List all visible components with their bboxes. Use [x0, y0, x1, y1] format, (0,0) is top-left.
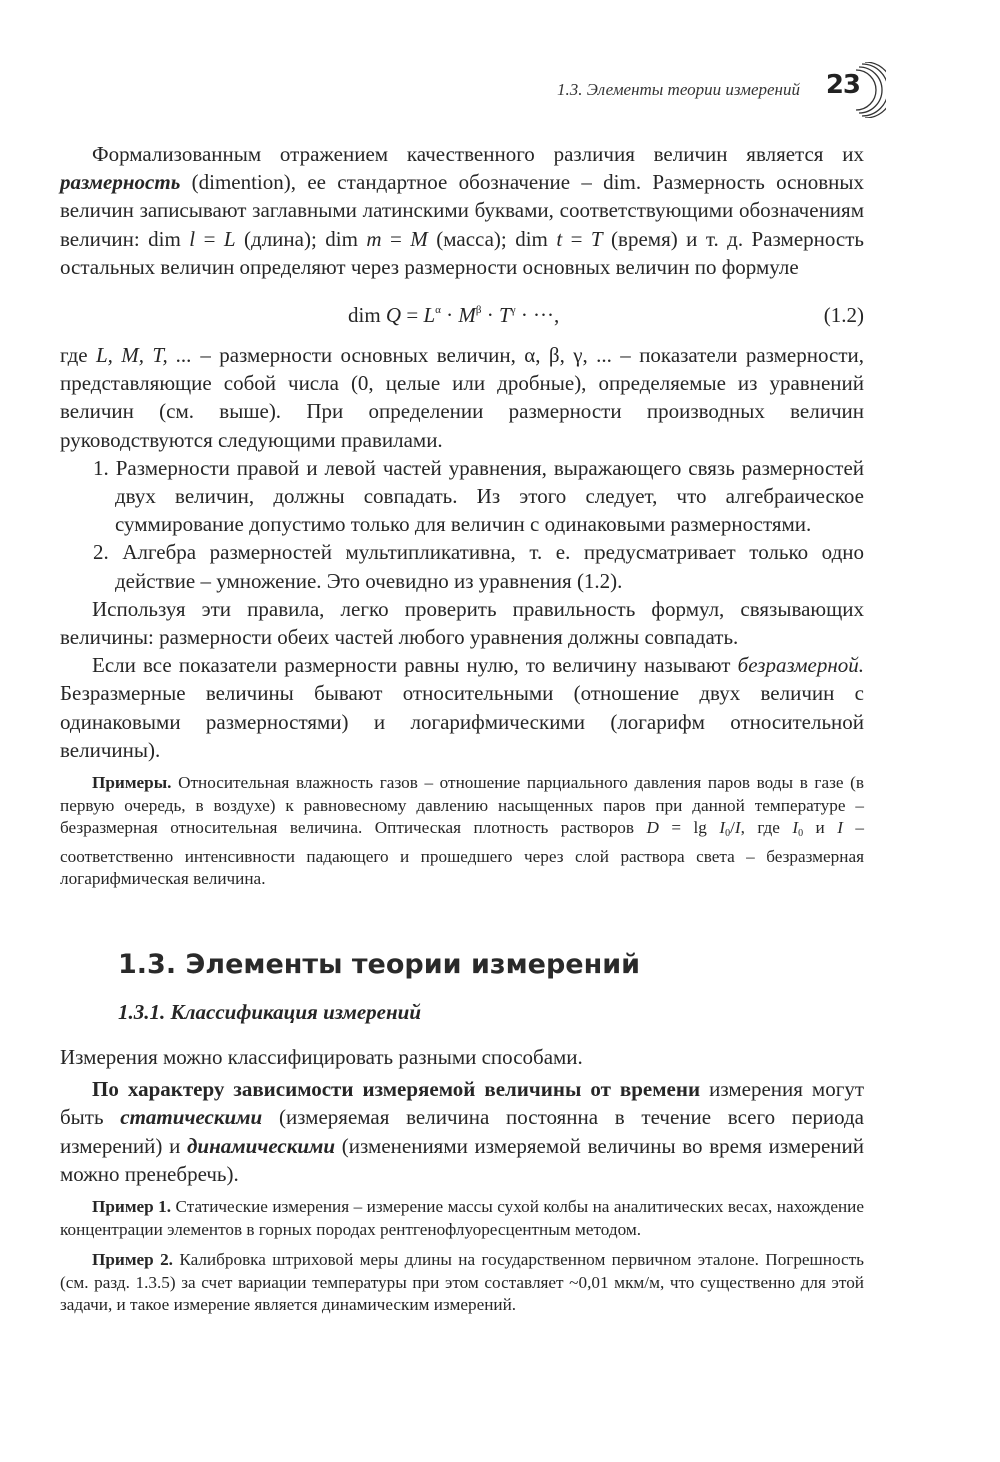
paragraph-dimensionless: Если все показатели размерности равны нулю, то величину называют безразмерной. Безразмерные величины бывают относительными (отношение двух величин с одинаковыми размерностями) и логарифмическими (логарифм относительной величины). [60, 653, 864, 762]
formula-1-2 [60, 293, 864, 339]
example-2: Пример 2. Калибровка штриховой меры длины на государственном первичном эталоне. Погрешность (см. разд. 1.3.5) за счет вариации температуры при этом составляет ~0,01 мкм/м, что существенно для этой задачи, и такое измерение является динамическим измерений. [60, 1250, 864, 1315]
paragraph-time-dependence: По характеру зависимости измеряемой величины от времени измерения могут быть статическими (измеряемая величина постоянна в течение всего периода измерений) и динамическими (изменениями измеряемой величины во время измерений можно пренебречь). [60, 1077, 864, 1186]
formula-expression: dim $Q = L^\alpha \cdot M^\beta \cdot T^\gamma$ · ···, [348, 303, 560, 328]
section-heading: 1.3. Элементы теории измерений [118, 949, 641, 981]
page-content [60, 140, 864, 1317]
page-header [60, 62, 886, 118]
paragraph-exponents: где L, M, T, ... – размерности основных величин, α, β, γ, ... – показатели размерности, представляющие собой числа (0, целые или дробные), определяемые из уравнений величин (см. выше). При определении размерности производных величин руководствуются следующими правилами. [60, 343, 864, 452]
term-dimensionless: безразмерной. [737, 653, 864, 678]
page-number: 23 [825, 70, 860, 100]
example-1-label: Пример 1. [92, 1197, 172, 1217]
rule-item-1: 1. Размерности правой и левой частей уравнения, выражающего связь размерностей двух величин, должны совпадать. Из этого следует, что алгебраическое суммирование допустимо только для величин с одинаковыми размерностями. [93, 455, 864, 537]
formula-number: (1.2) [823, 303, 864, 328]
example-1: Пример 1. Статические измерения – измерение массы сухой колбы на аналитических весах, нахождение концентрации элементов в горных породах рентгенофлуоресцентным методом. [60, 1197, 864, 1239]
page-number-arcs-icon [850, 62, 886, 118]
paragraph-classification: Измерения можно классифицировать разными способами. [60, 1045, 583, 1070]
paragraph-dimension: Формализованным отражением качественного различия величин является их размерность (dimention), ее стандартное обозначение – dim. Размерность основных величин записывают заглавными латинскими буквами, соответствующими обозначениям величин: dim l = L (длина); dim m = M (масса); dim t = T (время) и т. д. Размерность остальных величин определяют через размерности основных величин по формуле [60, 142, 865, 279]
term-dynamic: динамическими [187, 1133, 336, 1158]
term-static: статическими [120, 1105, 263, 1130]
rule-item-2: 2. Алгебра размерностей мультипликативна, т. е. предусматривает только одно действие – умножение. Это очевидно из уравнения (1.2). [93, 540, 864, 593]
examples-note: Примеры. Относительная влажность газов – отношение парциального давления паров воды в газе (в первую очередь, в воздухе) к равновесному давлению насыщенных паров при данной температуре – безразмерная относительная величина. Оптическая плотность растворов $D = \lg I_0/I$, где $I_0$ и I – соответственно интенсивности падающего и прошедшего через слой раствора света – безразмерная логарифмическая величина. [60, 773, 865, 889]
running-title: 1.3. Элементы теории измерений [556, 80, 800, 99]
term-dimension: размерность [60, 170, 181, 195]
example-2-label: Пример 2. [92, 1250, 173, 1270]
subsection-heading: 1.3.1. Классификация измерений [118, 1000, 421, 1025]
examples-label: Примеры. [92, 773, 172, 793]
paragraph-rules-usage: Используя эти правила, легко проверить правильность формул, связывающих величины: размерности обеих частей любого уравнения должны совпадать. [60, 596, 864, 650]
